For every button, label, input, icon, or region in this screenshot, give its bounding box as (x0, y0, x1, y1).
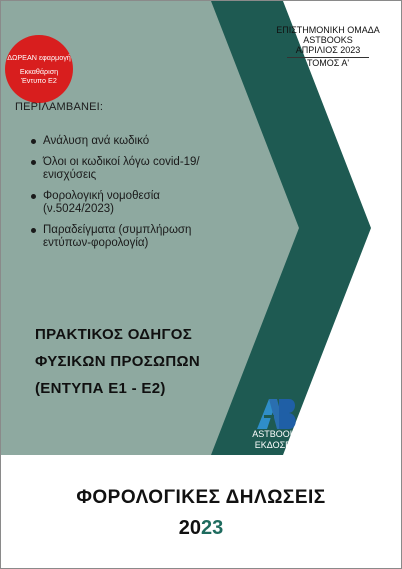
guide-title-line-2: ΦΥΣΙΚΩΝ ΠΡΟΣΩΠΩΝ (35, 353, 200, 370)
list-item-line: ενισχύσεις (43, 169, 97, 181)
year-title (1, 517, 401, 540)
year-part-2: 23 (201, 517, 224, 539)
publisher-line-1: ΕΠΙΣΤΗΜΟΝΙΚΗ ΟΜΑΔΑ (276, 25, 380, 35)
logo-caption (239, 429, 315, 451)
list-item-line: Ανάλυση ανά κωδικό (43, 135, 150, 147)
main-title: ΦΟΡΟΛΟΓΙΚΕΣ ΔΗΛΩΣΕΙΣ (76, 487, 326, 508)
badge-line-1: ΔΩΡΕΑΝ εφαρμογή (7, 53, 71, 62)
list-item (31, 190, 291, 216)
volume-label: ΤΟΜΟΣ Α' (306, 58, 350, 68)
list-item (31, 135, 291, 148)
guide-title (35, 321, 245, 402)
guide-title-line-1: ΠΡΑΚΤΙΚΟΣ ΟΔΗΓΟΣ (35, 326, 193, 343)
list-item-line: (ν.5024/2023) (43, 203, 114, 215)
guide-title-line-3: (ΕΝΤΥΠΑ Ε1 - Ε2) (35, 380, 166, 397)
logo-brand: ASTBOOKS (252, 429, 302, 439)
publisher-line-2: ASTBOOKS (303, 35, 353, 45)
feature-list (31, 135, 291, 258)
badge-line-2: Εκκαθάριση (19, 67, 59, 76)
list-item-line: Παραδείγματα (συμπλήρωση (43, 224, 192, 236)
year-part-1: 20 (178, 517, 201, 539)
includes-heading: ΠΕΡΙΛΑΜΒΑΝΕΙ: (15, 101, 104, 113)
list-item-line: Φορολογική νομοθεσία (43, 190, 160, 202)
astbooks-logo-icon (255, 397, 299, 431)
logo-publisher-label: ΕΚΔΟΣΕΙΣ (254, 440, 300, 450)
list-item (31, 156, 291, 182)
badge-line-3: Έντυπο Ε2 (21, 76, 57, 85)
list-item (31, 224, 291, 250)
free-app-badge (5, 35, 73, 103)
publisher-info (263, 25, 393, 68)
list-item-line: εντύπων-φορολογία) (43, 237, 149, 249)
publication-date: ΑΠΡΙΛΙΟΣ 2023 (295, 45, 361, 55)
list-item-line: Όλοι οι κωδικοί λόγω covid-19/ (43, 156, 200, 168)
